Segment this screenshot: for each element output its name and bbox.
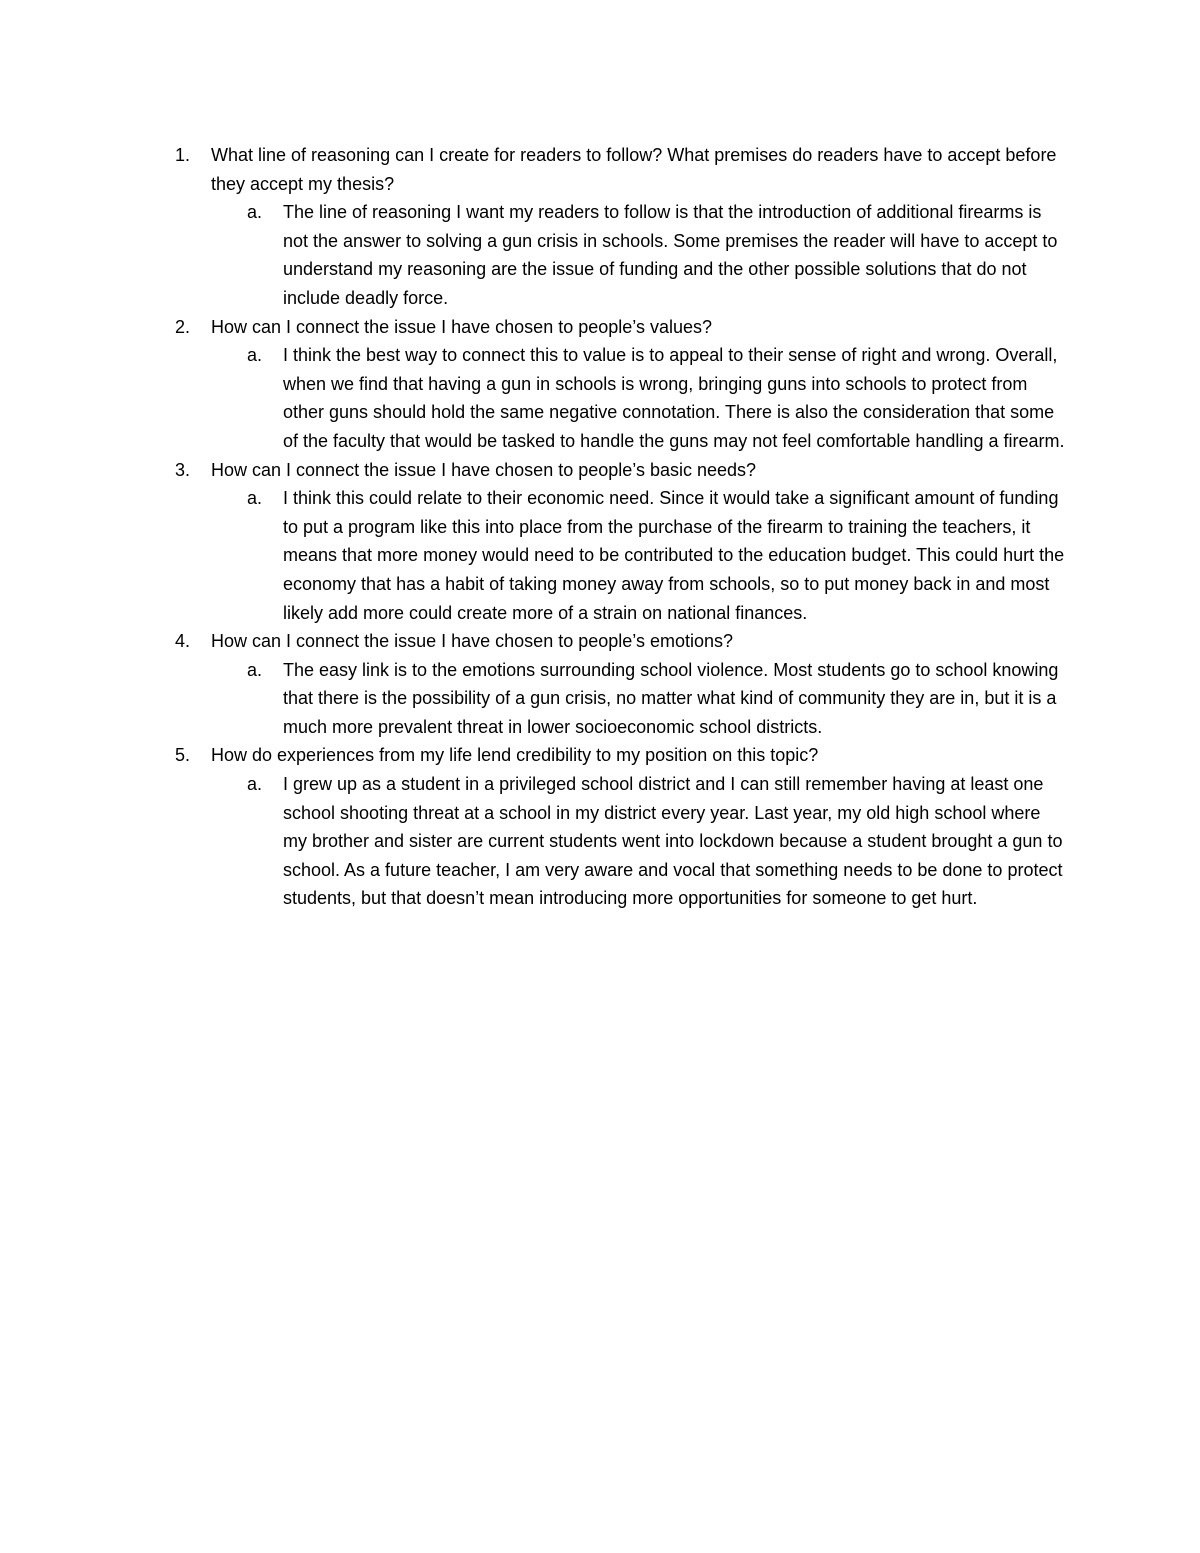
- answer-item-3: [211, 484, 1065, 627]
- question-text: How can I connect the issue I have chosen to people’s values?: [211, 316, 712, 337]
- question-number: 4.: [175, 631, 191, 652]
- question-text: What line of reasoning can I create for readers to follow? What premises do readers have to accept before they accept my thesis?: [211, 145, 1057, 194]
- answer-text: I think the best way to connect this to value is to appeal to their sense of right and wrong. Overall, when we find that having a gun in schools is wrong, bringing guns into schools to protect from other guns should hold the same negative connotation. There is also the consideration that some of the faculty that would be tasked to handle the guns may not feel comfortable handling a firearm.: [283, 345, 1065, 451]
- question-number: 2.: [175, 316, 191, 337]
- question-number: 3.: [175, 459, 191, 480]
- answer-text: I think this could relate to their economic need. Since it would take a significant amount of funding to put a program like this into place from the purchase of the firearm to training the teachers, it means that more money would need to be contributed to the education budget. This could hurt the economy that has a habit of taking money away from schools, so to put money back in and most likely add more could create more of a strain on national finances.: [283, 488, 1065, 623]
- answer-text: The easy link is to the emotions surrounding school violence. Most students go to school knowing that there is the possibility of a gun crisis, no matter what kind of community they are in, but it is a much more prevalent threat in lower socioeconomic school districts.: [283, 659, 1059, 737]
- question-item-4: [175, 627, 1065, 656]
- answer-letter: a.: [247, 659, 263, 680]
- answer-item-4: [211, 656, 1065, 742]
- answer-item-1: [211, 198, 1065, 312]
- question-text: How can I connect the issue I have chosen to people’s emotions?: [211, 631, 733, 652]
- question-number: 5.: [175, 745, 191, 766]
- question-number: 1.: [175, 145, 191, 165]
- question-item-2: [175, 313, 1065, 342]
- answer-letter: a.: [247, 488, 263, 509]
- question-item-1: [175, 141, 1065, 198]
- answer-text: The line of reasoning I want my readers to follow is that the introduction of additional firearms is not the answer to solving a gun crisis in schools. Some premises the reader will have to accept to understand my reasoning are the issue of funding and the other possible solutions that do not include deadly force.: [283, 202, 1058, 308]
- question-text: How do experiences from my life lend credibility to my position on this topic?: [211, 745, 819, 766]
- answer-item-5: [211, 770, 1065, 913]
- question-text: How can I connect the issue I have chosen to people’s basic needs?: [211, 459, 757, 480]
- answer-text: I grew up as a student in a privileged school district and I can still remember having at least one school shooting threat at a school in my district every year. Last year, my old high school where my brother and sister are current students went into lockdown because a student brought a gun to school. As a future teacher, I am very aware and vocal that something needs to be done to protect students, but that doesn’t mean introducing more opportunities for someone to get hurt.: [283, 774, 1063, 909]
- answer-item-2: [211, 341, 1065, 455]
- answer-letter: a.: [247, 774, 263, 795]
- answer-letter: a.: [247, 345, 263, 366]
- question-list: [175, 141, 1065, 913]
- question-item-5: [175, 741, 1065, 770]
- question-item-3: [175, 456, 1065, 485]
- answer-letter: a.: [247, 202, 263, 223]
